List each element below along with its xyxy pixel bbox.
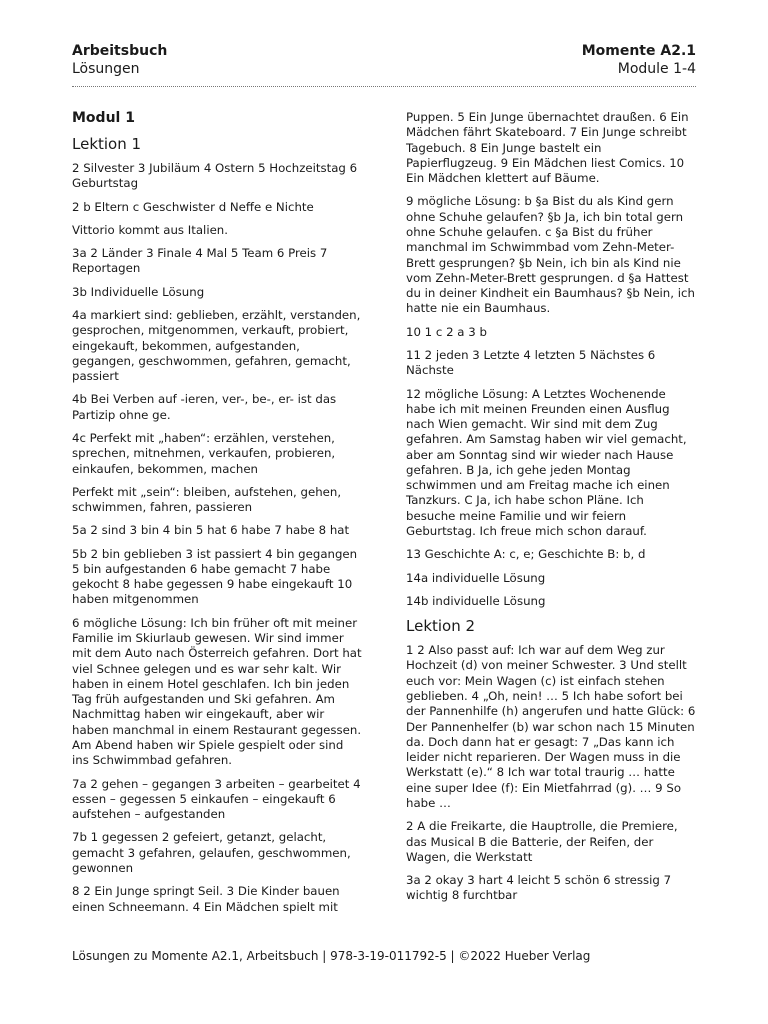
answer-paragraph: 3b Individuelle Lösung (72, 284, 205, 299)
answer-paragraph: 7a 2 gehen – gegangen 3 arbeiten – gearbeitet 4 essen – gegessen 5 einkaufen – eingekauft 6 aufstehen – aufgestanden (72, 776, 361, 822)
answer-paragraph: 14b individuelle Lösung (406, 593, 546, 608)
answer-paragraph: 12 mögliche Lösung: A Letztes Wochenende habe ich mit meinen Freunden einen Ausflug nach Wien gemacht. Wir sind mit dem Zug gefahren. Am Samstag haben wir viel gemacht, aber am Sonntag sind wir wieder nach Hause gefahren. B Ja, ich gehe jeden Montag schwimmen und am Freitag mache ich einen Tanzkurs. C Ja, ich habe schon Pläne. Ich besuche meine Familie und wir feiern Geburtstag. Ich freue mich schon darauf. (406, 386, 687, 539)
answer-paragraph: 2 b Eltern c Geschwister d Neffe e Nichte (72, 199, 314, 214)
answer-paragraph: 13 Geschichte A: c, e; Geschichte B: b, d (406, 547, 646, 562)
answer-paragraph: 14a individuelle Lösung (406, 570, 546, 585)
lektion-1-heading: Lektion 1 (72, 135, 142, 153)
answer-paragraph: Vittorio kommt aus Italien. (72, 222, 228, 237)
header-book-title: Arbeitsbuch (72, 43, 168, 59)
answer-paragraph: Puppen. 5 Ein Junge übernachtet draußen. 6 Ein Mädchen fährt Skateboard. 7 Ein Junge schreibt Tagebuch. 8 Ein Junge bastelt ein Papierflugzeug. 9 Ein Mädchen liest Comics. 10 Ein Mädchen klettert auf Bäume. (406, 110, 689, 186)
answer-paragraph: Perfekt mit „sein“: bleiben, aufstehen, gehen, schwimmen, fahren, passieren (72, 484, 342, 515)
page-footer: Lösungen zu Momente A2.1, Arbeitsbuch | 978-3-19-011792-5 | ©2022 Hueber Verlag (72, 949, 591, 963)
answer-paragraph: 1 2 Also passt auf: Ich war auf dem Weg zur Hochzeit (d) von meiner Schwester. 3 Und stellt euch vor: Mein Wagen (c) ist einfach stehen geblieben. 4 „Oh, nein! … 5 Ich habe sofort bei der Pannenhilfe (h) angerufen und hatte Glück: 6 Der Pannenhelfer (b) war schon nach 15 Minuten da. Doch dann hat er gesagt: 7 „Das kann ich leider nicht reparieren. Der Wagen muss in die Werkstatt (e).“ 8 Ich war total traurig … hatte eine super Idee (f): Ein Mietfahrrad (g). … 9 So habe … (406, 643, 696, 810)
answer-paragraph: 4c Perfekt mit „haben“: erzählen, verstehen, sprechen, mitnehmen, verkaufen, probieren, einkaufen, bekommen, machen (72, 430, 336, 476)
header-divider (72, 86, 696, 87)
answer-paragraph: 2 A die Freikarte, die Hauptrolle, die Premiere, das Musical B die Batterie, der Reifen, der Wagen, die Werkstatt (406, 819, 678, 864)
answer-paragraph: 7b 1 gegessen 2 gefeiert, getanzt, gelacht, gemacht 3 gefahren, gelaufen, geschwommen, gewonnen (72, 830, 351, 875)
header-modules: Module 1-4 (617, 61, 696, 77)
answer-paragraph: 2 Silvester 3 Jubiläum 4 Ostern 5 Hochzeitstag 6 Geburtstag (72, 161, 358, 191)
answer-paragraph: 3a 2 Länder 3 Finale 4 Mal 5 Team 6 Preis 7 Reportagen (72, 246, 328, 276)
answer-paragraph: 5b 2 bin geblieben 3 ist passiert 4 bin gegangen 5 bin aufgestanden 6 habe gemacht 7 habe gekocht 8 habe gegessen 9 habe eingekauft 10 haben mitgenommen (72, 546, 358, 607)
right-column (406, 110, 696, 912)
answer-paragraph: 9 mögliche Lösung: b §a Bist du als Kind gern ohne Schuhe gelaufen? §b Ja, ich bin total gern ohne Schuhe gelaufen. c §a Bist du früher manchmal im Schwimmbad vom Zehn-Meter-Brett gesprungen? §b Nein, ich bin als Kind nie vom Zehn-Meter-Brett gesprungen. d §a Hattest du in deiner Kindheit ein Baumhaus? §b Nein, ich hatte nie ein Baumhaus. (406, 194, 695, 316)
left-column (72, 110, 362, 923)
answer-paragraph: 8 2 Ein Junge springt Seil. 3 Die Kinder bauen einen Schneemann. 4 Ein Mädchen spielt mit (72, 884, 340, 914)
answer-paragraph: 11 2 jeden 3 Letzte 4 letzten 5 Nächstes 6 Nächste (406, 347, 656, 378)
modul-heading: Modul 1 (72, 110, 135, 126)
answer-paragraph: 6 mögliche Lösung: Ich bin früher oft mit meiner Familie im Skiurlaub gewesen. Wir sind immer mit dem Auto nach Österreich gefahren. Dort hat viel Schnee gelegen und es war sehr kalt. Wir haben in einem Hotel geschlafen. Ich bin jeden Tag früh aufgestanden und Ski gefahren. Am Nachmittag haben wir eingekauft, aber wir haben manchmal in einem Restaurant gegessen. Am Abend haben wir Spiele gespielt oder sind ins Schwimmbad gefahren. (72, 615, 362, 768)
header-series-title: Momente A2.1 (581, 43, 696, 59)
answer-paragraph: 4b Bei Verben auf -ieren, ver-, be-, er- ist das Partizip ohne ge. (72, 392, 337, 422)
page-header (72, 42, 696, 86)
lektion-2-heading: Lektion 2 (406, 617, 476, 636)
answer-paragraph: 4a markiert sind: geblieben, erzählt, verstanden, gesprochen, mitgenommen, verkauft, probiert, eingekauft, bekommen, aufgestanden, gegangen, geschwommen, gefahren, gemacht, passiert (72, 307, 361, 384)
answer-paragraph: 10 1 c 2 a 3 b (406, 324, 487, 339)
header-book-subtitle: Lösungen (72, 61, 140, 77)
answer-paragraph: 3a 2 okay 3 hart 4 leicht 5 schön 6 stressig 7 wichtig 8 furchtbar (406, 873, 672, 903)
answer-paragraph: 5a 2 sind 3 bin 4 bin 5 hat 6 habe 7 habe 8 hat (72, 523, 350, 538)
